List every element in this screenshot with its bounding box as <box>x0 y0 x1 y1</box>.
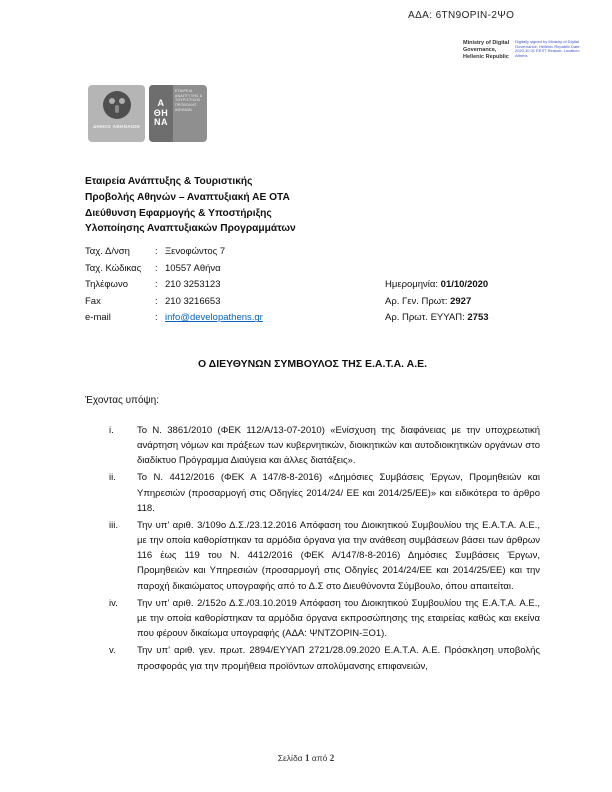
eata-acronym-line: ΝΑ <box>154 117 168 128</box>
list-item-text: Το Ν. 4412/2016 (ΦΕΚ Α 147/8-8-2016) «Δημόσιες Συμβάσεις Έργων, Προμηθειών και Υπηρεσιών (προσαρμογή στις Οδηγίες 2014/24/ ΕΕ και 2014/25/ΕΕ)» και ειδικότερα το άρθρο 118. <box>137 472 540 514</box>
page-footer <box>0 753 612 763</box>
list-item-text: Την υπ’ αριθ. γεν. πρωτ. 2894/ΕΥΥΑΠ 2721/28.09.2020 Ε.Α.Τ.Α. Α.Ε. Πρόσκληση υποβολής προσφοράς για την προμήθεια προϊόντων απολύμανσης επιφανειών, <box>137 645 540 672</box>
footer-page-number: 1 <box>304 753 310 763</box>
contact-label: Ταχ. Κώδικας <box>85 262 142 274</box>
organization-name <box>85 174 296 237</box>
preamble-intro: Έχοντας υπόψη: <box>85 394 159 406</box>
contact-row-phone <box>85 279 355 296</box>
contact-row-email <box>85 312 355 329</box>
list-item-number: i. <box>109 424 114 436</box>
footer-total-pages: 2 <box>329 753 335 763</box>
contact-colon: : <box>155 279 158 291</box>
eata-logo-acronym <box>149 85 173 142</box>
contact-value: 210 3216653 <box>165 295 221 307</box>
owl-emblem-icon <box>103 91 131 119</box>
meta-gen-prot-value: 2927 <box>450 295 472 307</box>
contact-value: 10557 Αθήνα <box>165 262 221 274</box>
logos <box>88 85 207 142</box>
contact-label: e-mail <box>85 312 111 324</box>
contact-value: Ξενοφώντος 7 <box>165 246 226 257</box>
meta-date <box>385 279 555 296</box>
digital-signature-stamp <box>463 40 591 61</box>
contact-value: 210 3253123 <box>165 279 221 291</box>
signature-authority: Ministry of Digital Governance, Hellenic Republic <box>463 40 510 60</box>
eata-acronym-line: Α <box>157 98 165 109</box>
list-item-number: ii. <box>109 472 116 484</box>
list-item-text: Το Ν. 3861/2010 (ΦΕΚ 112/Α/13-07-2010) «Ενίσχυση της διαφάνειας με την υποχρεωτική ανάρτηση νόμων και πράξεων των κυβερνητικών, διοικητικών και αυτοδιοικητικών οργάνων στο διαδίκτυο Πρόγραμμα Διαύγεια και άλλες διατάξεις». <box>137 424 540 467</box>
org-line: Εταιρεία Ανάπτυξης & Τουριστικής <box>85 176 253 187</box>
contact-colon: : <box>155 246 158 257</box>
athens-municipality-logo <box>88 85 145 142</box>
list-item <box>85 470 540 516</box>
contact-row-address <box>85 246 355 263</box>
footer-of: από <box>311 753 328 763</box>
owl-beak <box>115 105 119 113</box>
document-meta <box>385 279 555 329</box>
meta-eyyap-label: Αρ. Πρωτ. ΕΥΥΑΠ: <box>385 312 465 324</box>
list-item-text: Την υπ’ αριθ. 2/152ο Δ.Σ./03.10.2019 Απόφαση του Διοικητικού Συμβουλίου της Ε.Α.Τ.Α. Α.Ε., με την οποία καθορίστηκαν τα αρμόδια όργανα εκπροσώπησης της εταιρείας καθώς και εκείνα που φέρουν δικαίωμα υπογραφής (ΑΔΑ: ΨΝΤΖΟΡΙΝ-ΞΟ1). <box>137 597 540 640</box>
meta-general-protocol <box>385 296 555 313</box>
org-line: Υλοποίησης Αναπτυξιακών Προγραμμάτων <box>85 223 296 235</box>
list-item <box>85 423 540 469</box>
contact-details <box>85 246 355 329</box>
document-title: Ο ΔΙΕΥΘΥΝΩΝ ΣΥΜΒΟΥΛΟΣ ΤΗΣ Ε.Α.Τ.Α. Α.Ε. <box>197 358 428 370</box>
org-line: Προβολής Αθηνών – Αναπτυξιακή ΑΕ ΟΤΑ <box>85 191 290 203</box>
list-item <box>85 518 540 594</box>
meta-eyyap-protocol <box>385 312 555 329</box>
contact-colon: : <box>155 295 158 307</box>
email-link[interactable]: info@developathens.gr <box>165 312 263 324</box>
meta-date-value: 01/10/2020 <box>440 279 489 290</box>
meta-date-label: Ημερομηνία: <box>385 279 439 290</box>
contact-label: Τηλέφωνο <box>85 279 128 291</box>
list-item-text: Την υπ’ αριθ. 3/109ο Δ.Σ./23.12.2016 Απόφαση του Διοικητικού Συμβουλίου της Ε.Α.Τ.Α. Α.Ε., με την οποία καθορίστηκαν τα αρμόδια όργανα για την ανάθεση συμβάσεων βάσει των άρθρων 116 έως 119 του Ν. 4412/2016 (ΦΕΚ Α/147/8-8-2016) Δημόσιες Συμβάσεις Έργων, Προμηθειών και Υπηρεσιών (προσαρμογή στις Οδηγίες 2014/24/ΕΕ και 2014/25/ΕΕ) και την παροχή δικαιώματος υπογραφής από το Δ.Σ στο Διευθύνοντα Σύμβουλο, όπου απαιτείται. <box>137 519 540 592</box>
list-item-number: v. <box>109 645 116 657</box>
eata-logo <box>149 85 207 142</box>
eata-acronym-line: ΘΗ <box>153 107 169 118</box>
footer-label: Σελίδα <box>277 753 303 763</box>
contact-colon: : <box>155 262 158 274</box>
list-item <box>85 596 540 642</box>
document-body <box>85 356 540 676</box>
preamble-list <box>85 423 540 674</box>
ada-number: ΑΔΑ: 6ΤΝ9ΟΡΙΝ-2ΨΟ <box>408 10 515 21</box>
owl-eye-right <box>119 98 125 104</box>
meta-gen-prot-label: Αρ. Γεν. Πρωτ: <box>385 295 448 307</box>
org-line: Διεύθυνση Εφαρμογής & Υποστήριξης <box>85 207 272 219</box>
contact-row-fax <box>85 296 355 313</box>
contact-label: Fax <box>85 295 101 307</box>
contact-colon: : <box>155 312 158 324</box>
list-item-number: iv. <box>109 597 118 609</box>
signature-details: Digitally signed by Ministry of Digital Governance, Hellenic Republic Date: 2020.10.01 EEST Reason: Location: Athens <box>515 39 581 59</box>
municipality-logo-label: ΔΗΜΟΣ ΑΘΗΝΑΙΩΝ <box>92 124 141 129</box>
contact-label: Ταχ. Δ/νση <box>85 246 130 257</box>
owl-eye-left <box>109 98 115 104</box>
contact-row-postcode <box>85 263 355 280</box>
eata-logo-text: ΕΤΑΙΡΕΙΑ ΑΝΑΠΤΥΞΗΣ & ΤΟΥΡΙΣΤΙΚΗΣ ΠΡΟΒΟΛΗΣ ΑΘΗΝΩΝ <box>175 89 203 112</box>
list-item <box>85 643 540 673</box>
meta-eyyap-value: 2753 <box>467 312 489 324</box>
list-item-number: iii. <box>109 519 118 531</box>
